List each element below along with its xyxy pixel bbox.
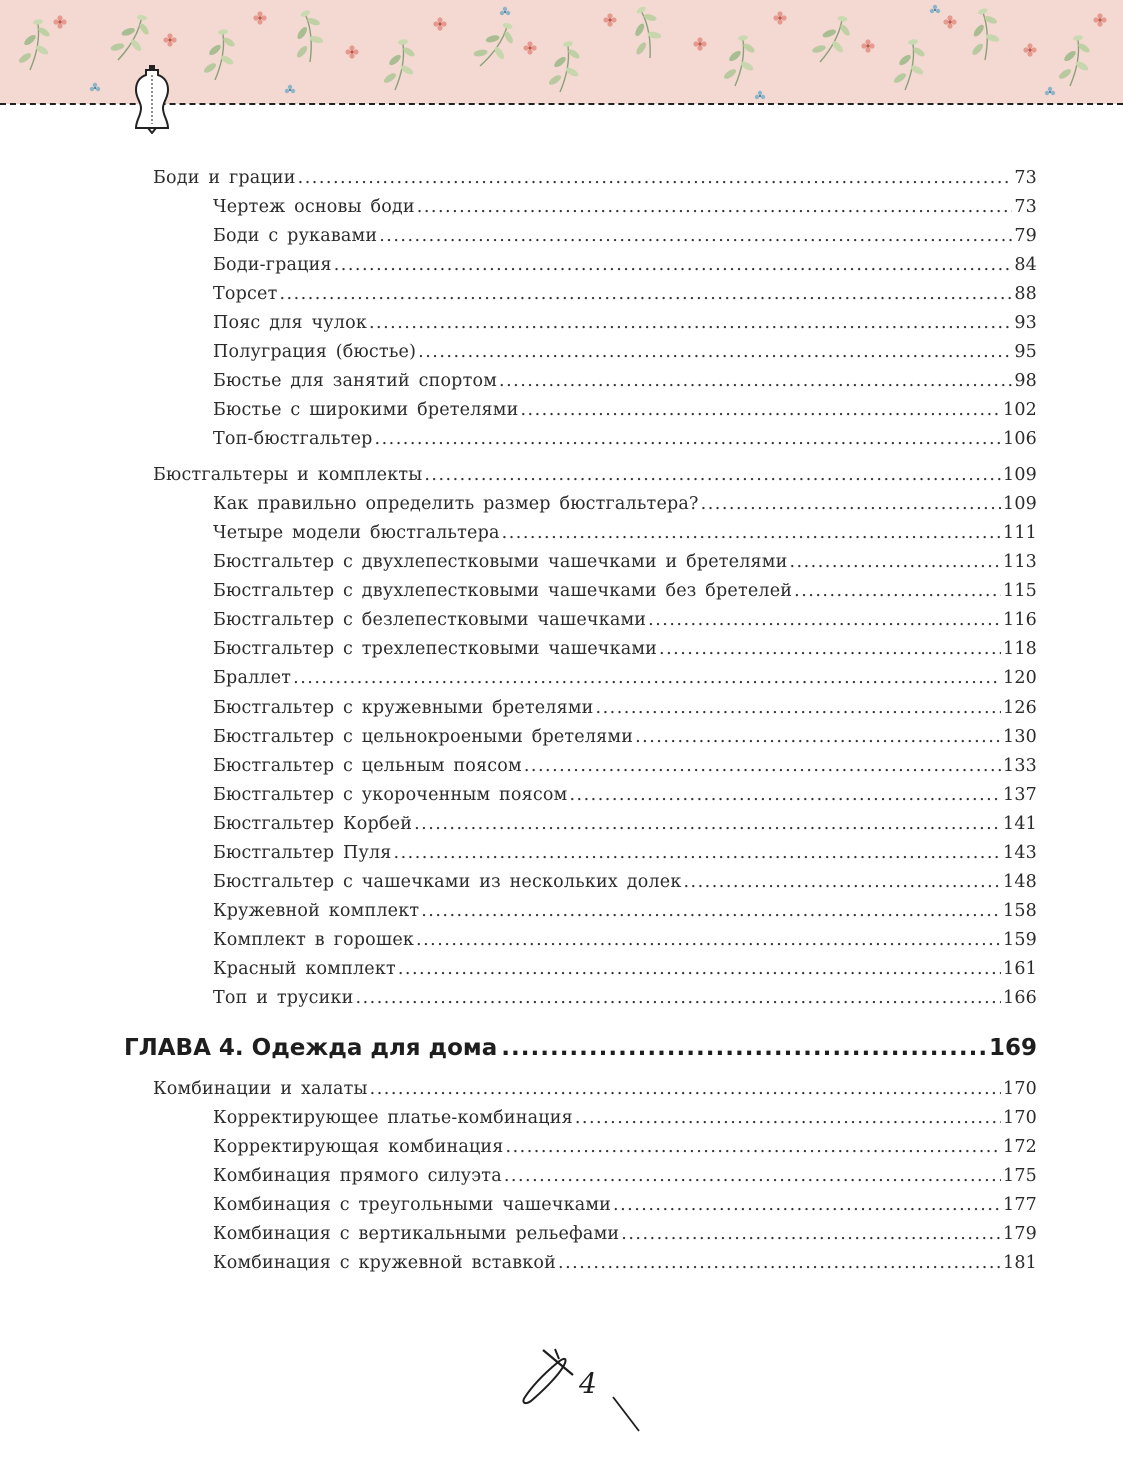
toc-page-number: 109	[1002, 465, 1037, 485]
toc-title: Бюстгальтер с чашечками из нескольких долек	[213, 872, 682, 892]
toc-title: Пояс для чулок	[213, 313, 367, 333]
toc-item[interactable]	[213, 224, 1037, 248]
toc-item[interactable]	[213, 1251, 1037, 1275]
dot-leader	[416, 928, 1001, 952]
toc-page-number: 143	[1002, 843, 1037, 863]
dot-leader	[334, 253, 1013, 277]
dot-leader	[502, 521, 1001, 545]
toc-item[interactable]	[213, 340, 1037, 364]
toc-page-number: 130	[1002, 727, 1037, 747]
dot-leader	[569, 783, 1001, 807]
toc-item[interactable]	[213, 550, 1037, 574]
toc-page-number: 98	[1014, 371, 1037, 391]
toc-title: Полуграция (бюстье)	[213, 342, 417, 362]
toc-title: Бюстгальтер с кружевными бретелями	[213, 698, 594, 718]
toc-title: Боди-грация	[213, 255, 332, 275]
dot-leader	[648, 608, 1001, 632]
toc-page-number: 159	[1002, 930, 1037, 950]
toc-title: Бюстгальтеры и комплекты	[153, 465, 423, 485]
toc-item[interactable]	[213, 928, 1037, 952]
toc-page-number: 102	[1002, 400, 1037, 420]
dot-leader	[501, 1033, 985, 1063]
toc-page-number: 181	[1002, 1253, 1037, 1273]
dot-leader	[394, 841, 1001, 865]
toc-title: Боди и грации	[153, 168, 296, 188]
toc-page-number: 95	[1014, 342, 1037, 362]
toc-title: Комплект в горошек	[213, 930, 415, 950]
toc-title: Комбинация прямого силуэта	[213, 1166, 502, 1186]
toc-title: Боди с рукавами	[213, 226, 378, 246]
toc-title: Бюстгальтер с укороченным поясом	[213, 785, 568, 805]
dot-leader	[293, 666, 1001, 690]
toc-title: Бюстгальтер с безлепестковыми чашечками	[213, 610, 647, 630]
toc-page-number: 106	[1002, 429, 1037, 449]
toc-item[interactable]	[213, 282, 1037, 306]
dot-leader	[683, 870, 1001, 894]
toc-item[interactable]	[213, 841, 1037, 865]
toc-page-number: 84	[1014, 255, 1037, 275]
toc-page-number: 113	[1002, 552, 1037, 572]
toc-page-number: 120	[1002, 668, 1037, 688]
toc-page-number: 161	[1002, 959, 1037, 979]
toc-page-number: 133	[1002, 756, 1037, 776]
dot-leader	[379, 224, 1012, 248]
toc-title: Бюстье для занятий спортом	[213, 371, 498, 391]
toc-page-number: 177	[1002, 1195, 1037, 1215]
dot-leader	[418, 340, 1012, 364]
toc-item[interactable]	[213, 986, 1037, 1010]
toc-title: Корректирующее платье-комбинация	[213, 1108, 573, 1128]
toc-item[interactable]	[213, 253, 1037, 277]
toc-title: Комбинация с вертикальными рельефами	[213, 1224, 620, 1244]
toc-item[interactable]	[213, 427, 1037, 451]
toc-page-number: 111	[1002, 523, 1037, 543]
toc-title: Бюстгальтер Корбей	[213, 814, 413, 834]
toc-item[interactable]	[213, 783, 1037, 807]
toc-chapter-heading[interactable]	[124, 1033, 1037, 1063]
toc-section[interactable]	[153, 1077, 1037, 1101]
toc-page-number: 88	[1014, 284, 1037, 304]
dot-leader	[369, 311, 1012, 335]
toc-title: Бюстгальтер с цельнокроеными бретелями	[213, 727, 634, 747]
toc-item[interactable]	[213, 812, 1037, 836]
toc-item[interactable]	[213, 1222, 1037, 1246]
dot-leader	[421, 899, 1001, 923]
toc-title: Бюстгальтер с двухлепестковыми чашечками и бретелями	[213, 552, 788, 572]
toc-page-number: 172	[1002, 1137, 1037, 1157]
toc-section[interactable]	[153, 463, 1037, 487]
dot-leader	[398, 957, 1001, 981]
toc-page-number: 170	[1002, 1108, 1037, 1128]
toc-item[interactable]	[213, 195, 1037, 219]
toc-page-number: 169	[988, 1035, 1037, 1061]
dot-leader	[596, 696, 1001, 720]
toc-title: Торсет	[213, 284, 278, 304]
dot-leader	[613, 1193, 1001, 1217]
toc-item[interactable]	[213, 1135, 1037, 1159]
toc-item[interactable]	[213, 1106, 1037, 1130]
dot-leader	[417, 195, 1013, 219]
toc-title: Бюстгальтер с двухлепестковыми чашечками без бретелей	[213, 581, 793, 601]
toc-title: Корректирующая комбинация	[213, 1137, 504, 1157]
toc-page-number: 93	[1014, 313, 1037, 333]
dot-leader	[414, 812, 1001, 836]
toc-item[interactable]	[213, 870, 1037, 894]
toc-item[interactable]	[213, 1164, 1037, 1188]
dot-leader	[789, 550, 1001, 574]
toc-page-number: 73	[1014, 197, 1037, 217]
dot-leader	[558, 1251, 1001, 1275]
toc-title: Топ и трусики	[213, 988, 354, 1008]
toc-item[interactable]	[213, 696, 1037, 720]
toc-item[interactable]	[213, 725, 1037, 749]
toc-page-number: 126	[1002, 698, 1037, 718]
page-footer	[515, 1345, 650, 1435]
dot-leader	[701, 492, 1001, 516]
toc-item[interactable]	[213, 492, 1037, 516]
dot-leader	[356, 986, 1001, 1010]
toc-title: Бюстгальтер с цельным поясом	[213, 756, 522, 776]
toc-item[interactable]	[213, 521, 1037, 545]
toc-page-number: 73	[1014, 168, 1037, 188]
dot-leader	[635, 725, 1001, 749]
page-number: 4	[579, 1367, 597, 1400]
toc-page-number: 179	[1002, 1224, 1037, 1244]
dot-leader	[794, 579, 1001, 603]
toc-page-number: 137	[1002, 785, 1037, 805]
dot-leader	[375, 427, 1001, 451]
dot-leader	[298, 166, 1013, 190]
toc-title: Топ-бюстгальтер	[213, 429, 373, 449]
toc-title: ГЛАВА 4. Одежда для дома	[124, 1035, 498, 1061]
toc-title: Комбинация с треугольными чашечками	[213, 1195, 612, 1215]
toc-title: Бюстгальтер с трехлепестковыми чашечками	[213, 639, 658, 659]
dot-leader	[279, 282, 1012, 306]
toc-title: Четыре модели бюстгальтера	[213, 523, 500, 543]
toc-item[interactable]	[213, 398, 1037, 422]
toc-item[interactable]	[213, 1193, 1037, 1217]
toc-title: Красный комплект	[213, 959, 396, 979]
dot-leader	[524, 754, 1001, 778]
toc-title: Бюстгальтер Пуля	[213, 843, 392, 863]
toc-page-number: 170	[1002, 1079, 1037, 1099]
toc-title: Бюстье с широкими бретелями	[213, 400, 519, 420]
toc-item[interactable]	[213, 666, 1037, 690]
toc-item[interactable]	[213, 311, 1037, 335]
toc-title: Чертеж основы боди	[213, 197, 415, 217]
toc-page-number: 109	[1002, 494, 1037, 514]
toc-title: Как правильно определить размер бюстгальтера?	[213, 494, 699, 514]
toc-item[interactable]	[213, 637, 1037, 661]
toc-item[interactable]	[213, 957, 1037, 981]
toc-item[interactable]	[213, 369, 1037, 393]
toc-item[interactable]	[213, 899, 1037, 923]
toc-title: Комбинации и халаты	[153, 1079, 368, 1099]
toc-item[interactable]	[213, 754, 1037, 778]
dot-leader	[575, 1106, 1001, 1130]
dot-leader	[504, 1164, 1001, 1188]
toc-page-number: 79	[1014, 226, 1037, 246]
toc-page-number: 148	[1002, 872, 1037, 892]
toc-page-number: 166	[1002, 988, 1037, 1008]
dot-leader	[370, 1077, 1001, 1101]
toc-item[interactable]	[213, 608, 1037, 632]
toc-section[interactable]	[153, 166, 1037, 190]
toc-page-number: 158	[1002, 901, 1037, 921]
toc-title: Кружевной комплект	[213, 901, 420, 921]
toc-page-number: 175	[1002, 1166, 1037, 1186]
toc-title: Браллет	[213, 668, 292, 688]
dot-leader	[621, 1222, 1001, 1246]
toc-page-number: 115	[1002, 581, 1037, 601]
toc-page-number: 116	[1002, 610, 1037, 630]
dot-leader	[424, 463, 1001, 487]
toc-title: Комбинация с кружевной вставкой	[213, 1253, 557, 1273]
dot-leader	[659, 637, 1001, 661]
dot-leader	[499, 369, 1012, 393]
toc-page-number: 118	[1002, 639, 1037, 659]
toc-page-number: 141	[1002, 814, 1037, 834]
dot-leader	[520, 398, 1001, 422]
toc-item[interactable]	[213, 579, 1037, 603]
dot-leader	[506, 1135, 1001, 1159]
dress-form-icon	[128, 64, 176, 134]
